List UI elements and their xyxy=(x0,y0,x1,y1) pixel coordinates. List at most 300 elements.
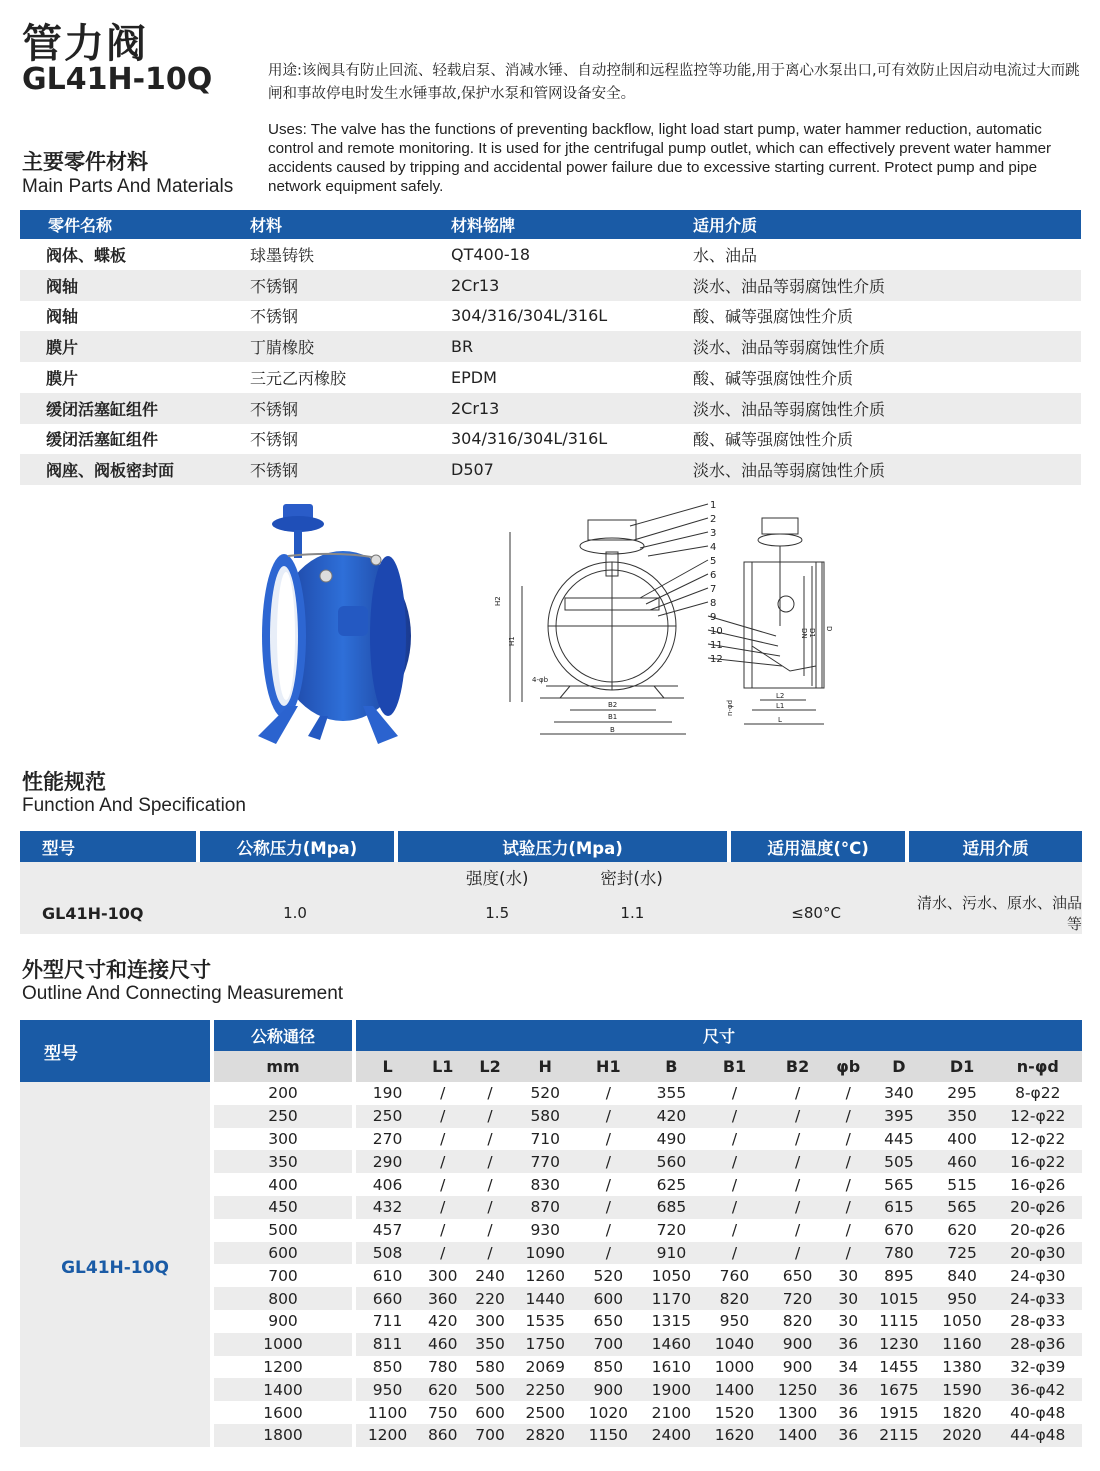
dim-label: B1 xyxy=(608,713,618,721)
dim-cell: 1090 xyxy=(514,1242,577,1265)
dim-cell: 28-φ33 xyxy=(1010,1312,1066,1331)
perf-header-pressure: 公称压力(Mpa) xyxy=(196,831,394,862)
dim-cell: 1300 xyxy=(777,1403,818,1422)
dim-cell: 355 xyxy=(656,1084,687,1103)
dim-cell: 2820 xyxy=(514,1424,577,1447)
dim-label: L xyxy=(778,716,782,724)
perf-header-medium: 适用介质 xyxy=(905,831,1082,862)
dim-cell-dn: 1600 xyxy=(214,1401,356,1424)
dim-cell: 2020 xyxy=(930,1424,993,1447)
dim-cell: 1455 xyxy=(879,1357,919,1376)
dim-cell: 350 xyxy=(466,1333,513,1356)
dim-cell: / xyxy=(466,1196,513,1219)
dim-cell: / xyxy=(577,1150,640,1173)
dim-cell-dn: 900 xyxy=(214,1310,356,1333)
perf-medium: 清水、污水、原水、油品等 xyxy=(905,892,1082,934)
dim-cell: 420 xyxy=(427,1312,458,1331)
materials-cell-material-grade: QT400-18 xyxy=(451,244,531,264)
materials-cell-material: 三元乙丙橡胶 xyxy=(250,368,347,388)
materials-cell-material-grade: EPDM xyxy=(451,367,497,387)
materials-cell-part-name: 阀座、阀板密封面 xyxy=(20,454,250,485)
materials-header-grade: 材料铭牌 xyxy=(451,210,693,239)
materials-cell-material: 球墨铸铁 xyxy=(250,245,315,265)
dim-cell: 8-φ22 xyxy=(1015,1084,1061,1103)
dim-cell: 2115 xyxy=(867,1424,930,1447)
dim-cell: 400 xyxy=(947,1129,977,1148)
dim-cell: 460 xyxy=(419,1333,466,1356)
dim-cell: 34 xyxy=(838,1357,859,1376)
dim-cell: 2400 xyxy=(640,1424,703,1447)
dim-cell: 250 xyxy=(356,1105,419,1128)
materials-row xyxy=(20,331,1081,362)
dim-cell: 44-φ48 xyxy=(994,1424,1082,1447)
materials-row xyxy=(20,270,1081,301)
dim-cell: 1250 xyxy=(766,1378,829,1401)
materials-row xyxy=(20,393,1081,424)
dim-cell-dn: 800 xyxy=(214,1287,356,1310)
dim-cell: 270 xyxy=(372,1129,403,1148)
dim-cell: 505 xyxy=(867,1150,930,1173)
materials-cell-part-name: 阀轴 xyxy=(20,270,250,301)
dim-cell: 900 xyxy=(577,1378,640,1401)
perf-header-temperature: 适用温度(°C) xyxy=(727,831,905,862)
dim-cell: 16-φ22 xyxy=(994,1150,1082,1173)
dim-cell: 12-φ22 xyxy=(994,1105,1082,1128)
dim-label: D1 xyxy=(808,628,816,638)
dim-cell: 300 xyxy=(427,1266,458,1285)
dim-col-header: H1 xyxy=(577,1051,640,1082)
dim-cell: / xyxy=(731,1129,738,1148)
materials-cell-medium: 水、油品 xyxy=(693,245,758,265)
materials-cell-medium: 淡水、油品等弱腐蚀性介质 xyxy=(693,454,1081,485)
callout-number: 6 xyxy=(710,570,717,581)
performance-subheader-row xyxy=(20,862,1082,892)
dim-col-header: D xyxy=(867,1051,930,1082)
perf-temperature: ≤80°C xyxy=(727,892,905,934)
dim-col-header: B2 xyxy=(766,1051,829,1082)
dim-cell: 700 xyxy=(577,1333,640,1356)
dim-cell: 190 xyxy=(372,1084,403,1103)
dim-cell: 295 xyxy=(947,1084,977,1103)
dim-cell: 770 xyxy=(514,1150,577,1173)
dim-cell-dn: 350 xyxy=(214,1150,356,1173)
dim-cell-dn: 250 xyxy=(214,1105,356,1128)
dim-header-model: 型号 xyxy=(20,1020,214,1082)
performance-data-row xyxy=(20,892,1082,934)
callout-number: 4 xyxy=(710,542,717,553)
usage-description-cn: 用途:该阀具有防止回流、轻载启泵、消减水锤、自动控制和远程监控等功能,用于离心水泵出口,可有效防止因启动电流过大而跳闸和事故停电时发生水锤事故,保护水泵和管网设备安全。 xyxy=(268,63,1080,102)
dim-cell: 811 xyxy=(356,1333,419,1356)
dim-cell: 1750 xyxy=(514,1333,577,1356)
dim-cell: 565 xyxy=(930,1196,993,1219)
performance-table xyxy=(20,831,1082,934)
dim-cell-dn: 700 xyxy=(214,1264,356,1287)
dim-label: B xyxy=(610,726,615,734)
dim-col-header: L xyxy=(356,1051,419,1082)
dim-cell: 780 xyxy=(867,1242,930,1265)
dim-cell: / xyxy=(419,1242,466,1265)
dim-cell: / xyxy=(419,1196,466,1219)
dim-header-row-1 xyxy=(20,1020,1082,1051)
dim-cell: 1590 xyxy=(930,1378,993,1401)
dim-cell: / xyxy=(605,1221,611,1240)
dim-cell: 1000 xyxy=(714,1357,755,1376)
dim-cell: 900 xyxy=(766,1333,829,1356)
dim-cell: 930 xyxy=(530,1221,561,1240)
valve-photo xyxy=(248,496,423,756)
dim-cell: 20-φ30 xyxy=(994,1242,1082,1265)
dim-cell: / xyxy=(731,1175,738,1194)
dim-cell-dn: 450 xyxy=(214,1196,356,1219)
dim-cell: 395 xyxy=(867,1105,930,1128)
dim-cell: / xyxy=(577,1196,640,1219)
dim-cell: 36 xyxy=(829,1333,867,1356)
callout-number: 7 xyxy=(710,584,717,595)
dim-label: L1 xyxy=(776,702,785,710)
callout-number: 2 xyxy=(710,514,717,525)
materials-cell-material: 丁腈橡胶 xyxy=(250,331,451,362)
perf-nominal-pressure: 1.0 xyxy=(196,892,394,934)
dim-cell: / xyxy=(703,1196,766,1219)
dim-cell: 860 xyxy=(419,1424,466,1447)
dim-cell: 850 xyxy=(593,1357,624,1376)
dim-cell: 620 xyxy=(947,1221,977,1240)
dimensions-table xyxy=(20,1020,1082,1447)
dim-cell: 500 xyxy=(466,1378,513,1401)
dim-cell: 520 xyxy=(593,1266,624,1285)
dim-cell: 650 xyxy=(782,1266,813,1285)
dim-cell: 240 xyxy=(475,1266,505,1285)
dim-cell: 1200 xyxy=(356,1424,419,1447)
dim-cell: 565 xyxy=(884,1175,914,1194)
dim-cell: / xyxy=(845,1129,851,1148)
dim-label: L2 xyxy=(776,692,785,700)
materials-header-material: 材料 xyxy=(250,210,451,239)
materials-row xyxy=(20,424,1081,455)
dim-cell-dn: 300 xyxy=(214,1128,356,1151)
dim-cell: / xyxy=(487,1129,493,1148)
dim-cell: 1260 xyxy=(525,1266,565,1285)
dim-cell: 40-φ48 xyxy=(1010,1403,1066,1422)
dim-cell: 30 xyxy=(838,1266,859,1285)
perf-header-model: 型号 xyxy=(20,831,196,862)
dim-cell: 900 xyxy=(782,1357,813,1376)
dim-cell: 830 xyxy=(530,1175,561,1194)
materials-row xyxy=(20,301,1081,332)
dim-cell: / xyxy=(845,1084,851,1103)
dim-cell-dn: 1000 xyxy=(214,1333,356,1356)
materials-cell-material-grade: 2Cr13 xyxy=(451,393,693,424)
materials-cell-material-grade: 304/316/304L/316L xyxy=(451,429,608,449)
dim-cell: / xyxy=(605,1175,611,1194)
dim-cell: 625 xyxy=(656,1175,687,1194)
dim-cell: 1400 xyxy=(766,1424,829,1447)
materials-row xyxy=(20,239,1081,270)
materials-cell-part-name: 阀轴 xyxy=(46,307,79,327)
dim-label: D xyxy=(825,626,833,632)
dim-cell: 600 xyxy=(475,1403,505,1422)
dim-cell: 1230 xyxy=(867,1333,930,1356)
dim-cell: 36 xyxy=(838,1403,859,1422)
dim-cell: 870 xyxy=(514,1196,577,1219)
dim-cell: / xyxy=(829,1105,867,1128)
dim-cell: 36 xyxy=(829,1424,867,1447)
dim-cell: / xyxy=(703,1150,766,1173)
dim-label: 4-φb xyxy=(532,676,549,684)
materials-cell-part-name: 膜片 xyxy=(20,331,250,362)
callout-number: 5 xyxy=(710,556,717,567)
dim-cell: 1020 xyxy=(588,1403,629,1422)
dim-cell: 1160 xyxy=(930,1333,993,1356)
dim-cell: / xyxy=(487,1221,493,1240)
materials-cell-material: 不锈钢 xyxy=(250,393,451,424)
dim-cell: / xyxy=(766,1150,829,1173)
performance-header-row xyxy=(20,831,1082,862)
performance-title-en: Function And Specification xyxy=(22,795,246,816)
dim-cell: / xyxy=(487,1084,493,1103)
dim-cell: 560 xyxy=(640,1150,703,1173)
dim-cell: 1150 xyxy=(577,1424,640,1447)
dim-col-header: D1 xyxy=(930,1051,993,1082)
materials-cell-part-name: 缓闭活塞缸组件 xyxy=(20,393,250,424)
dim-cell: 1015 xyxy=(867,1287,930,1310)
materials-cell-part-name: 阀体、蝶板 xyxy=(46,245,127,265)
materials-cell-material: 不锈钢 xyxy=(250,430,299,450)
dim-col-header: H xyxy=(514,1051,577,1082)
materials-cell-material: 不锈钢 xyxy=(250,454,451,485)
materials-cell-medium: 酸、碱等强腐蚀性介质 xyxy=(693,430,854,450)
dim-col-header: L2 xyxy=(466,1051,513,1082)
dim-cell-dn: 500 xyxy=(214,1219,356,1242)
product-model: GL41H-10Q xyxy=(22,62,213,97)
dim-cell: 1675 xyxy=(867,1378,930,1401)
product-title: 管力阀 xyxy=(22,21,148,67)
materials-title-cn: 主要零件材料 xyxy=(22,150,148,174)
dim-cell: 780 xyxy=(427,1357,458,1376)
dim-cell: 1520 xyxy=(714,1403,755,1422)
dim-cell: 710 xyxy=(530,1129,561,1148)
dim-cell: 508 xyxy=(356,1242,419,1265)
materials-cell-material-grade: BR xyxy=(451,331,693,362)
dim-cell: 1050 xyxy=(651,1266,692,1285)
materials-cell-part-name: 膜片 xyxy=(46,368,79,388)
dim-cell: 711 xyxy=(372,1312,403,1331)
dim-cell: 36 xyxy=(829,1378,867,1401)
dim-col-header: L1 xyxy=(419,1051,466,1082)
dim-model: GL41H-10Q xyxy=(20,1082,214,1447)
callout-number: 9 xyxy=(710,612,717,623)
dim-label: DN xyxy=(800,628,808,639)
dim-cell: 720 xyxy=(766,1287,829,1310)
materials-cell-material-grade: D507 xyxy=(451,454,693,485)
dim-cell: 1820 xyxy=(942,1403,982,1422)
dim-cell-dn: 1200 xyxy=(214,1356,356,1379)
perf-subheader-strength: 强度(水) xyxy=(394,862,560,892)
dim-cell: 30 xyxy=(838,1312,859,1331)
dim-cell: 1170 xyxy=(640,1287,703,1310)
dim-col-header: B xyxy=(640,1051,703,1082)
dim-cell: / xyxy=(794,1221,801,1240)
dim-cell: 12-φ22 xyxy=(1010,1129,1066,1148)
dim-cell: 30 xyxy=(829,1287,867,1310)
dim-label: n-φd xyxy=(726,699,734,716)
dim-cell: 910 xyxy=(640,1242,703,1265)
dim-cell: 32-φ39 xyxy=(1010,1357,1066,1376)
dim-cell: 2100 xyxy=(651,1403,692,1422)
dim-cell: 580 xyxy=(475,1357,505,1376)
dim-cell: / xyxy=(703,1242,766,1265)
dim-cell-dn: 200 xyxy=(214,1082,356,1105)
dim-cell: / xyxy=(466,1150,513,1173)
perf-strength-pressure: 1.5 xyxy=(394,892,560,934)
dim-cell: 1610 xyxy=(651,1357,692,1376)
dim-col-header: φb xyxy=(829,1051,867,1082)
perf-header-test-pressure: 试验压力(Mpa) xyxy=(394,831,727,862)
dim-cell: 840 xyxy=(947,1266,977,1285)
materials-header-medium: 适用介质 xyxy=(693,210,1081,239)
dim-cell: / xyxy=(794,1175,801,1194)
materials-cell-material: 不锈钢 xyxy=(250,270,451,301)
dim-header-size: 尺寸 xyxy=(356,1020,1082,1051)
materials-cell-material: 不锈钢 xyxy=(250,307,299,327)
materials-cell-part-name: 缓闭活塞缸组件 xyxy=(46,430,159,450)
dim-cell: / xyxy=(605,1084,611,1103)
materials-row xyxy=(20,362,1081,393)
perf-model: GL41H-10Q xyxy=(20,892,196,934)
dim-cell: / xyxy=(577,1105,640,1128)
dim-cell: 406 xyxy=(372,1175,403,1194)
dim-cell: 950 xyxy=(719,1312,750,1331)
dim-cell: 650 xyxy=(593,1312,624,1331)
dim-cell: 1460 xyxy=(640,1333,703,1356)
dim-cell: / xyxy=(766,1196,829,1219)
materials-cell-material-grade: 2Cr13 xyxy=(451,270,693,301)
dim-cell: 720 xyxy=(656,1221,687,1240)
dim-cell: 300 xyxy=(475,1312,505,1331)
dim-cell: 950 xyxy=(930,1287,993,1310)
dim-cell: / xyxy=(577,1242,640,1265)
materials-header-part: 零件名称 xyxy=(20,210,250,239)
dim-cell: 610 xyxy=(372,1266,403,1285)
dim-cell: 1100 xyxy=(367,1403,408,1422)
dim-cell: 1400 xyxy=(703,1378,766,1401)
materials-cell-medium: 淡水、油品等弱腐蚀性介质 xyxy=(693,393,1081,424)
dim-cell: / xyxy=(466,1105,513,1128)
dim-cell: / xyxy=(845,1175,851,1194)
dim-cell: 2500 xyxy=(525,1403,565,1422)
dim-col-header: B1 xyxy=(703,1051,766,1082)
dim-cell: / xyxy=(440,1084,446,1103)
dim-cell: / xyxy=(845,1221,851,1240)
dim-cell: 457 xyxy=(372,1221,403,1240)
dim-cell: / xyxy=(731,1084,738,1103)
dim-cell: 24-φ30 xyxy=(1010,1266,1066,1285)
dim-cell: / xyxy=(829,1150,867,1173)
dim-cell: 600 xyxy=(577,1287,640,1310)
dim-col-header: n-φd xyxy=(994,1051,1082,1082)
dim-cell: / xyxy=(419,1105,466,1128)
callout-number: 10 xyxy=(710,626,723,637)
usage-description-en: Uses: The valve has the functions of preventing backflow, light load start pump, water hammer reduction, automatic control and remote monitoring. It is used for jthe centrifugal pump outlet, which can effectively prevent water hammer accidents caused by tripping and accidental power failure due to excessive starting current. Protect pump and pipe network equipment safely. xyxy=(268,121,1052,195)
dim-cell: 615 xyxy=(867,1196,930,1219)
dim-cell: 432 xyxy=(356,1196,419,1219)
dim-cell: 220 xyxy=(466,1287,513,1310)
dim-cell: / xyxy=(440,1175,446,1194)
dim-cell-dn: 600 xyxy=(214,1242,356,1265)
dim-cell: 820 xyxy=(782,1312,813,1331)
dim-cell: 24-φ33 xyxy=(994,1287,1082,1310)
dim-cell: 1440 xyxy=(514,1287,577,1310)
dim-cell: 290 xyxy=(356,1150,419,1173)
perf-seal-pressure: 1.1 xyxy=(560,892,727,934)
dim-label: H2 xyxy=(494,596,502,606)
dim-cell: / xyxy=(487,1175,493,1194)
dim-cell: 420 xyxy=(640,1105,703,1128)
dim-cell: 2069 xyxy=(525,1357,565,1376)
dim-cell: / xyxy=(466,1242,513,1265)
dim-cell: 850 xyxy=(372,1357,403,1376)
callout-number: 12 xyxy=(710,654,723,665)
dim-header-dn-unit: mm xyxy=(214,1051,356,1082)
materials-cell-medium: 酸、碱等强腐蚀性介质 xyxy=(693,368,854,388)
dim-cell: / xyxy=(440,1129,446,1148)
materials-cell-medium: 酸、碱等强腐蚀性介质 xyxy=(693,307,854,327)
dim-cell: 950 xyxy=(356,1378,419,1401)
dim-cell: / xyxy=(419,1150,466,1173)
dim-label: B2 xyxy=(608,701,618,709)
dim-cell: 1315 xyxy=(651,1312,692,1331)
materials-cell-medium: 淡水、油品等弱腐蚀性介质 xyxy=(693,270,1081,301)
dim-cell: 660 xyxy=(356,1287,419,1310)
dim-cell: 520 xyxy=(530,1084,561,1103)
dim-cell: 28-φ36 xyxy=(994,1333,1082,1356)
materials-table xyxy=(20,210,1081,485)
dim-cell-dn: 400 xyxy=(214,1173,356,1196)
materials-header-row xyxy=(20,210,1081,239)
dim-cell: 820 xyxy=(703,1287,766,1310)
dim-cell: / xyxy=(703,1105,766,1128)
dim-cell: 1535 xyxy=(525,1312,565,1331)
callout-number: 11 xyxy=(710,640,723,651)
dim-cell: / xyxy=(829,1196,867,1219)
dim-cell: 670 xyxy=(884,1221,914,1240)
callout-number: 1 xyxy=(710,500,717,511)
materials-cell-medium: 淡水、油品等弱腐蚀性介质 xyxy=(693,331,1081,362)
dim-cell: 515 xyxy=(947,1175,977,1194)
dim-cell-dn: 1400 xyxy=(214,1378,356,1401)
dim-cell: 16-φ26 xyxy=(1010,1175,1066,1194)
dim-cell: / xyxy=(766,1242,829,1265)
dim-cell: 20-φ26 xyxy=(1010,1221,1066,1240)
dim-cell: / xyxy=(794,1129,801,1148)
dim-cell: 490 xyxy=(656,1129,687,1148)
dim-cell: 445 xyxy=(884,1129,914,1148)
dim-header-dn: 公称通径 xyxy=(214,1020,356,1051)
callout-number: 8 xyxy=(710,598,717,609)
dim-cell: / xyxy=(605,1129,611,1148)
dim-cell: 700 xyxy=(466,1424,513,1447)
dim-cell: 350 xyxy=(930,1105,993,1128)
dim-cell: 1050 xyxy=(942,1312,982,1331)
dim-cell: / xyxy=(440,1221,446,1240)
dim-cell: 725 xyxy=(930,1242,993,1265)
materials-title-en: Main Parts And Materials xyxy=(22,176,234,197)
materials-row xyxy=(20,454,1081,485)
dim-cell-dn: 1800 xyxy=(214,1424,356,1447)
dim-label: H1 xyxy=(508,636,516,646)
dim-cell: 760 xyxy=(719,1266,750,1285)
performance-title-cn: 性能规范 xyxy=(22,770,106,794)
